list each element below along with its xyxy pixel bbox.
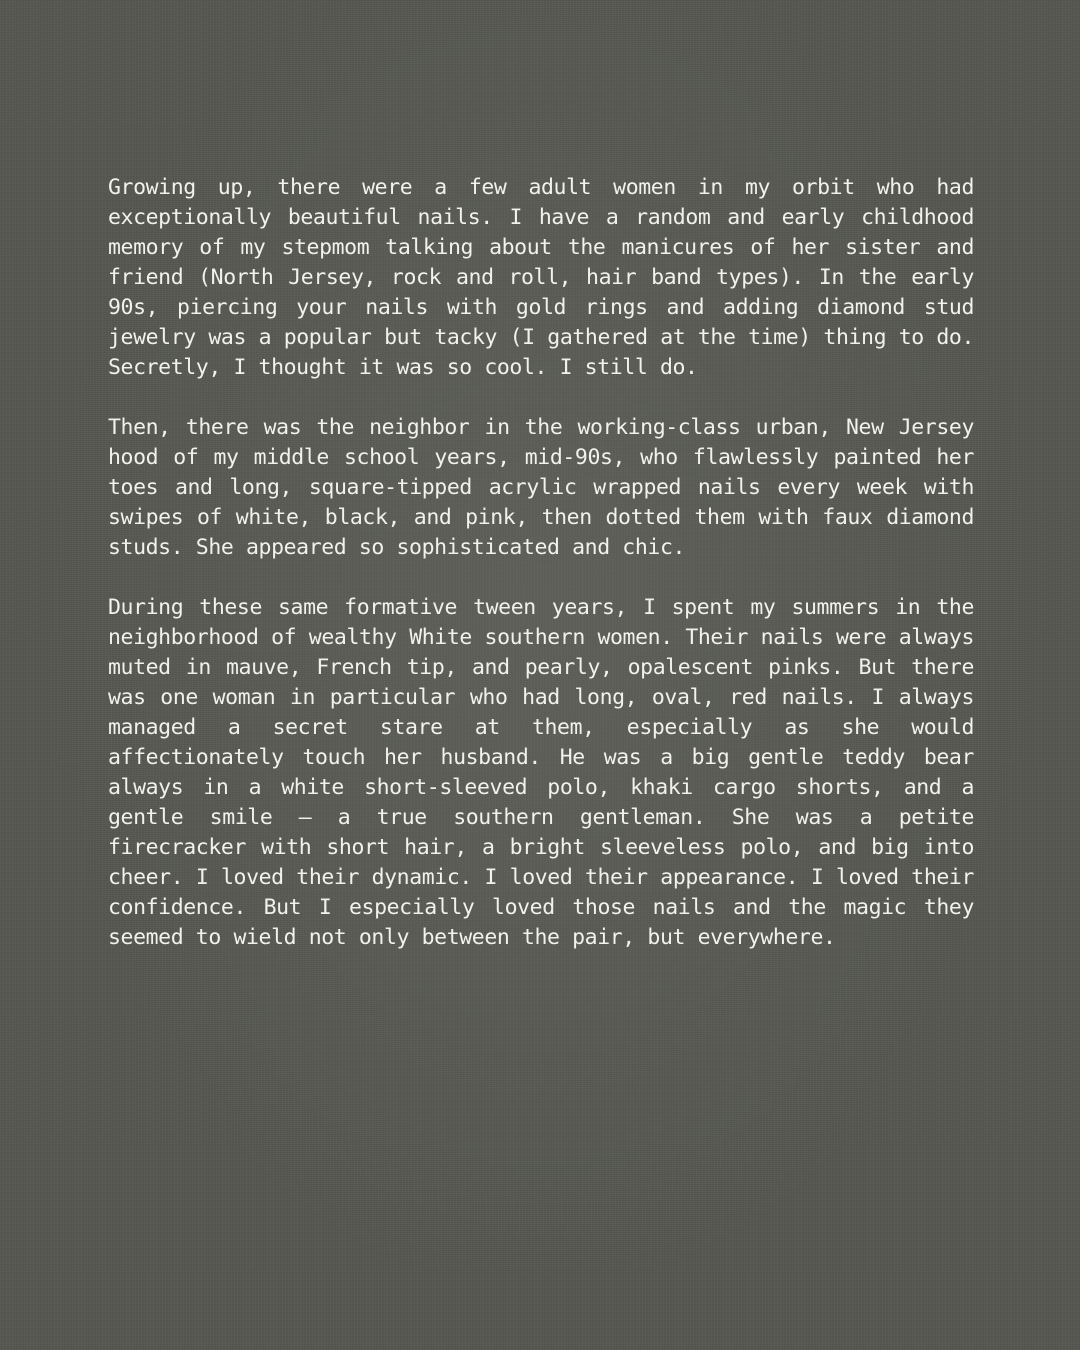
paragraph-neighbor: Then, there was the neighbor in the working-class urban, New Jersey hood of my middle school years, mid-90s, who flawlessly painted her toes and long, square-tipped acrylic wrapped nails every week with swipes of white, black, and pink, then dotted them with faux diamond studs. She appeared so sophisticated and chic. (108, 415, 974, 560)
paragraph-childhood-memory: Growing up, there were a few adult women in my orbit who had exceptionally beautiful nails. I have a random and early childhood memory of my stepmom talking about the manicures of her sister and friend (North Jersey, rock and roll, hair band types). In the early 90s, piercing your nails with gold rings and adding diamond stud jewelry was a popular but tacky (I gathered at the time) thing to do. Secretly, I thought it was so cool. I still do. (108, 175, 974, 380)
paragraph-southern-summers: During these same formative tween years, I spent my summers in the neighborhood of wealthy White southern women. Their nails were always muted in mauve, French tip, and pearly, opalescent pinks. But there was one woman in particular who had long, oval, red nails. I always managed a secret stare at them, especially as she would affectionately touch her husband. He was a big gentle teddy bear always in a white short-sleeved polo, khaki cargo shorts, and a gentle smile — a true southern gentleman. She was a petite firecracker with short hair, a bright sleeveless polo, and big into cheer. I loved their dynamic. I loved their appearance. I loved their confidence. But I especially loved those nails and the magic they seemed to wield not only between the pair, but everywhere. (108, 595, 974, 950)
text-page (108, 173, 974, 983)
